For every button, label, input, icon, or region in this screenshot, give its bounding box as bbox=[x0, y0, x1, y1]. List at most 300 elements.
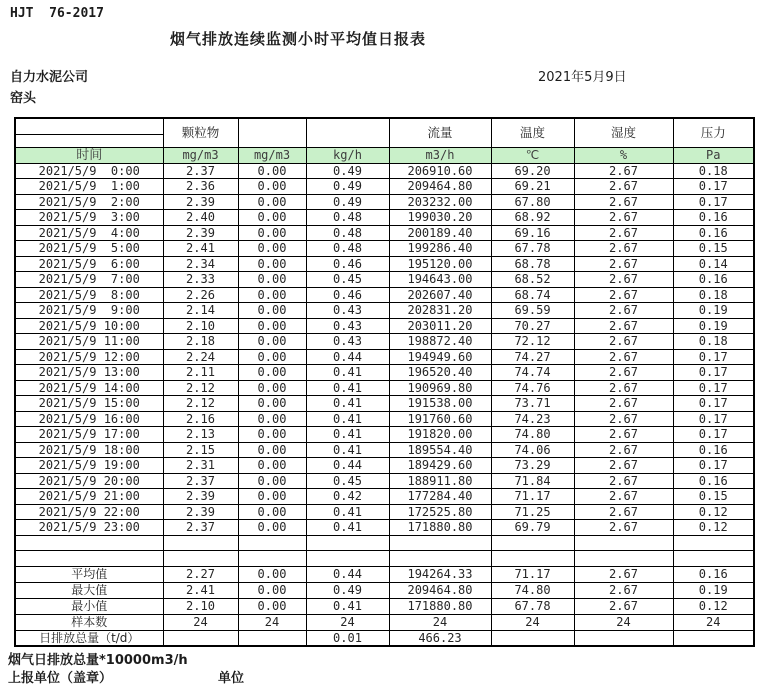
empty-cell bbox=[15, 551, 163, 567]
value-cell: 2.67 bbox=[574, 411, 673, 427]
value-cell: 2.67 bbox=[574, 442, 673, 458]
value-cell: 2.67 bbox=[574, 287, 673, 303]
value-cell: 2.37 bbox=[163, 163, 238, 179]
value-cell: 24 bbox=[163, 614, 238, 630]
table-row bbox=[15, 535, 754, 551]
value-cell: 202607.40 bbox=[389, 287, 491, 303]
table-row bbox=[15, 458, 754, 474]
value-cell: 194643.00 bbox=[389, 272, 491, 288]
table-row bbox=[15, 210, 754, 226]
value-cell: 0.15 bbox=[673, 241, 754, 257]
value-cell: 68.92 bbox=[491, 210, 574, 226]
value-cell: 189429.60 bbox=[389, 458, 491, 474]
value-cell: 0.17 bbox=[673, 194, 754, 210]
value-cell: 0.41 bbox=[306, 411, 389, 427]
value-cell: 74.74 bbox=[491, 365, 574, 381]
value-cell: 0.00 bbox=[238, 318, 306, 334]
value-cell: 0.49 bbox=[306, 179, 389, 195]
time-cell: 2021/5/9 16:00 bbox=[15, 411, 163, 427]
value-cell: 195120.00 bbox=[389, 256, 491, 272]
value-cell bbox=[574, 535, 673, 551]
value-cell: 206910.60 bbox=[389, 163, 491, 179]
time-cell: 2021/5/9 8:00 bbox=[15, 287, 163, 303]
value-cell bbox=[673, 551, 754, 567]
value-cell: 74.76 bbox=[491, 380, 574, 396]
value-cell: 2.31 bbox=[163, 458, 238, 474]
table-row bbox=[15, 442, 754, 458]
value-cell: 2.39 bbox=[163, 489, 238, 505]
value-cell bbox=[306, 535, 389, 551]
value-cell: 0.48 bbox=[306, 241, 389, 257]
col-header-blank-2 bbox=[306, 118, 389, 147]
value-cell: 74.06 bbox=[491, 442, 574, 458]
value-cell: 74.23 bbox=[491, 411, 574, 427]
table-row bbox=[15, 365, 754, 381]
time-cell: 2021/5/9 3:00 bbox=[15, 210, 163, 226]
value-cell: 24 bbox=[389, 614, 491, 630]
value-cell: 2.10 bbox=[163, 318, 238, 334]
value-cell: 0.44 bbox=[306, 349, 389, 365]
value-cell: 0.00 bbox=[238, 256, 306, 272]
value-cell: 0.42 bbox=[306, 489, 389, 505]
value-cell: 191538.00 bbox=[389, 396, 491, 412]
monitoring-table bbox=[14, 117, 755, 647]
unit-cell: Pa bbox=[673, 147, 754, 163]
table-row bbox=[15, 303, 754, 319]
unit-label: 单位 bbox=[218, 671, 245, 686]
value-cell: 2.67 bbox=[574, 520, 673, 536]
value-cell: 0.41 bbox=[306, 396, 389, 412]
value-cell: 0.16 bbox=[673, 473, 754, 489]
time-cell: 2021/5/9 22:00 bbox=[15, 504, 163, 520]
value-cell: 0.00 bbox=[238, 272, 306, 288]
time-cell: 2021/5/9 13:00 bbox=[15, 365, 163, 381]
table-row bbox=[15, 241, 754, 257]
value-cell: 177284.40 bbox=[389, 489, 491, 505]
value-cell: 0.17 bbox=[673, 179, 754, 195]
summary-label-cell: 最小值 bbox=[15, 598, 163, 614]
col-header-humidity: 湿度 bbox=[574, 118, 673, 147]
value-cell: 71.84 bbox=[491, 473, 574, 489]
value-cell: 0.49 bbox=[306, 582, 389, 598]
value-cell: 71.17 bbox=[491, 489, 574, 505]
col-header-blank-1 bbox=[238, 118, 306, 147]
value-cell: 69.79 bbox=[491, 520, 574, 536]
value-cell: 189554.40 bbox=[389, 442, 491, 458]
value-cell: 0.44 bbox=[306, 458, 389, 474]
value-cell: 24 bbox=[673, 614, 754, 630]
table-row bbox=[15, 334, 754, 350]
summary-label-cell: 最大值 bbox=[15, 582, 163, 598]
value-cell: 194949.60 bbox=[389, 349, 491, 365]
company-name: 自力水泥公司 bbox=[10, 70, 89, 85]
value-cell: 2.67 bbox=[574, 365, 673, 381]
footer-line bbox=[0, 667, 762, 685]
table-row bbox=[15, 318, 754, 334]
value-cell: 188911.80 bbox=[389, 473, 491, 489]
value-cell: 2.67 bbox=[574, 210, 673, 226]
value-cell: 2.37 bbox=[163, 473, 238, 489]
value-cell bbox=[491, 535, 574, 551]
table-row bbox=[15, 272, 754, 288]
value-cell: 2.36 bbox=[163, 179, 238, 195]
value-cell: 2.67 bbox=[574, 473, 673, 489]
value-cell: 69.59 bbox=[491, 303, 574, 319]
value-cell: 0.00 bbox=[238, 520, 306, 536]
value-cell: 0.43 bbox=[306, 334, 389, 350]
report-unit-label: 上报单位（盖章） bbox=[8, 671, 113, 686]
value-cell: 2.67 bbox=[574, 272, 673, 288]
value-cell: 0.44 bbox=[306, 566, 389, 582]
header-blank-cell bbox=[15, 134, 163, 147]
table-row bbox=[15, 520, 754, 536]
value-cell bbox=[673, 630, 754, 646]
value-cell: 2.14 bbox=[163, 303, 238, 319]
value-cell: 2.67 bbox=[574, 179, 673, 195]
value-cell: 2.11 bbox=[163, 365, 238, 381]
value-cell: 73.29 bbox=[491, 458, 574, 474]
value-cell: 68.78 bbox=[491, 256, 574, 272]
spacer-rows bbox=[15, 535, 754, 566]
value-cell bbox=[574, 630, 673, 646]
value-cell: 2.67 bbox=[574, 598, 673, 614]
value-cell: 73.71 bbox=[491, 396, 574, 412]
value-cell: 0.41 bbox=[306, 442, 389, 458]
unit-cell: mg/m3 bbox=[238, 147, 306, 163]
standard-code: HJT 76-2017 bbox=[10, 6, 104, 21]
time-cell: 2021/5/9 12:00 bbox=[15, 349, 163, 365]
unit-row bbox=[15, 147, 754, 163]
value-cell: 67.80 bbox=[491, 194, 574, 210]
value-cell: 0.18 bbox=[673, 334, 754, 350]
value-cell: 0.00 bbox=[238, 427, 306, 443]
time-cell: 2021/5/9 0:00 bbox=[15, 163, 163, 179]
monitor-point: 窑头 bbox=[10, 91, 37, 106]
value-cell: 0.00 bbox=[238, 349, 306, 365]
table-row bbox=[15, 598, 754, 614]
value-cell: 2.15 bbox=[163, 442, 238, 458]
value-cell: 74.27 bbox=[491, 349, 574, 365]
value-cell: 0.41 bbox=[306, 427, 389, 443]
value-cell: 0.00 bbox=[238, 442, 306, 458]
value-cell: 24 bbox=[574, 614, 673, 630]
time-cell: 2021/5/9 14:00 bbox=[15, 380, 163, 396]
summary-label-cell: 样本数 bbox=[15, 614, 163, 630]
table-row bbox=[15, 504, 754, 520]
table-row bbox=[15, 551, 754, 567]
value-cell: 0.00 bbox=[238, 473, 306, 489]
col-header-temperature: 温度 bbox=[491, 118, 574, 147]
value-cell: 74.80 bbox=[491, 582, 574, 598]
value-cell: 0.16 bbox=[673, 442, 754, 458]
value-cell: 67.78 bbox=[491, 241, 574, 257]
value-cell: 2.67 bbox=[574, 396, 673, 412]
value-cell: 0.00 bbox=[238, 566, 306, 582]
value-cell: 0.00 bbox=[238, 303, 306, 319]
table-row bbox=[15, 582, 754, 598]
col-header-particulate: 颗粒物 bbox=[163, 118, 238, 147]
value-cell: 0.43 bbox=[306, 318, 389, 334]
time-cell: 2021/5/9 18:00 bbox=[15, 442, 163, 458]
unit-cell: mg/m3 bbox=[163, 147, 238, 163]
value-cell bbox=[389, 535, 491, 551]
value-cell: 2.67 bbox=[574, 256, 673, 272]
value-cell: 196520.40 bbox=[389, 365, 491, 381]
value-cell: 2.67 bbox=[574, 349, 673, 365]
value-cell: 0.18 bbox=[673, 287, 754, 303]
value-cell: 74.80 bbox=[491, 427, 574, 443]
time-column-header: 时间 bbox=[15, 147, 163, 163]
table-row bbox=[15, 614, 754, 630]
value-cell bbox=[389, 551, 491, 567]
value-cell: 69.21 bbox=[491, 179, 574, 195]
value-cell: 171880.80 bbox=[389, 598, 491, 614]
value-cell bbox=[491, 630, 574, 646]
time-cell: 2021/5/9 1:00 bbox=[15, 179, 163, 195]
table-row bbox=[15, 396, 754, 412]
value-cell: 203011.20 bbox=[389, 318, 491, 334]
value-cell: 0.41 bbox=[306, 504, 389, 520]
value-cell: 2.16 bbox=[163, 411, 238, 427]
value-cell: 0.46 bbox=[306, 287, 389, 303]
value-cell: 2.67 bbox=[574, 427, 673, 443]
value-cell: 24 bbox=[306, 614, 389, 630]
value-cell: 2.18 bbox=[163, 334, 238, 350]
value-cell: 0.14 bbox=[673, 256, 754, 272]
value-cell: 24 bbox=[491, 614, 574, 630]
value-cell: 0.00 bbox=[238, 582, 306, 598]
footer-note: 烟气日排放总量*10000m3/h bbox=[8, 653, 188, 668]
value-cell: 0.00 bbox=[238, 598, 306, 614]
time-cell: 2021/5/9 19:00 bbox=[15, 458, 163, 474]
value-cell: 0.17 bbox=[673, 427, 754, 443]
time-cell: 2021/5/9 7:00 bbox=[15, 272, 163, 288]
value-cell: 0.17 bbox=[673, 365, 754, 381]
unit-cell: % bbox=[574, 147, 673, 163]
col-header-flow: 流量 bbox=[389, 118, 491, 147]
value-cell: 71.25 bbox=[491, 504, 574, 520]
value-cell: 0.17 bbox=[673, 411, 754, 427]
value-cell: 190969.80 bbox=[389, 380, 491, 396]
value-cell: 2.67 bbox=[574, 225, 673, 241]
value-cell: 209464.80 bbox=[389, 582, 491, 598]
summary-label-cell: 日排放总量（t/d） bbox=[15, 630, 163, 646]
value-cell: 0.00 bbox=[238, 365, 306, 381]
value-cell bbox=[673, 535, 754, 551]
value-cell: 2.41 bbox=[163, 582, 238, 598]
value-cell: 171880.80 bbox=[389, 520, 491, 536]
unit-cell: ℃ bbox=[491, 147, 574, 163]
time-cell: 2021/5/9 2:00 bbox=[15, 194, 163, 210]
header-blank-cell bbox=[15, 118, 163, 134]
value-cell: 2.67 bbox=[574, 241, 673, 257]
value-cell: 0.48 bbox=[306, 210, 389, 226]
value-cell bbox=[238, 551, 306, 567]
value-cell: 0.12 bbox=[673, 520, 754, 536]
value-cell: 0.12 bbox=[673, 504, 754, 520]
value-cell: 0.46 bbox=[306, 256, 389, 272]
header-row-top bbox=[15, 118, 754, 134]
value-cell: 0.17 bbox=[673, 349, 754, 365]
value-cell: 0.41 bbox=[306, 365, 389, 381]
table-row bbox=[15, 411, 754, 427]
table-row bbox=[15, 179, 754, 195]
value-cell: 0.17 bbox=[673, 458, 754, 474]
value-cell bbox=[491, 551, 574, 567]
value-cell: 2.67 bbox=[574, 380, 673, 396]
value-cell: 0.19 bbox=[673, 303, 754, 319]
value-cell: 2.67 bbox=[574, 489, 673, 505]
time-cell: 2021/5/9 17:00 bbox=[15, 427, 163, 443]
value-cell: 0.41 bbox=[306, 520, 389, 536]
value-cell: 68.74 bbox=[491, 287, 574, 303]
value-cell: 0.00 bbox=[238, 287, 306, 303]
value-cell: 0.01 bbox=[306, 630, 389, 646]
time-cell: 2021/5/9 20:00 bbox=[15, 473, 163, 489]
value-cell: 0.00 bbox=[238, 504, 306, 520]
unit-cell: m3/h bbox=[389, 147, 491, 163]
value-cell: 72.12 bbox=[491, 334, 574, 350]
table-row bbox=[15, 256, 754, 272]
value-cell: 2.26 bbox=[163, 287, 238, 303]
value-cell: 0.41 bbox=[306, 380, 389, 396]
value-cell: 2.67 bbox=[574, 303, 673, 319]
value-cell: 70.27 bbox=[491, 318, 574, 334]
value-cell: 2.67 bbox=[574, 334, 673, 350]
value-cell: 0.00 bbox=[238, 458, 306, 474]
value-cell: 2.67 bbox=[574, 566, 673, 582]
empty-cell bbox=[15, 535, 163, 551]
table-row bbox=[15, 163, 754, 179]
value-cell: 202831.20 bbox=[389, 303, 491, 319]
value-cell: 2.24 bbox=[163, 349, 238, 365]
summary-label-cell: 平均值 bbox=[15, 566, 163, 582]
value-cell bbox=[163, 630, 238, 646]
value-cell: 0.43 bbox=[306, 303, 389, 319]
table-row bbox=[15, 287, 754, 303]
value-cell: 2.67 bbox=[574, 194, 673, 210]
value-cell: 0.00 bbox=[238, 241, 306, 257]
value-cell: 2.67 bbox=[574, 582, 673, 598]
value-cell: 0.19 bbox=[673, 318, 754, 334]
value-cell: 200189.40 bbox=[389, 225, 491, 241]
time-cell: 2021/5/9 10:00 bbox=[15, 318, 163, 334]
report-date: 2021年5月9日 bbox=[538, 70, 627, 85]
value-cell: 2.39 bbox=[163, 194, 238, 210]
value-cell: 0.00 bbox=[238, 225, 306, 241]
value-cell: 0.00 bbox=[238, 163, 306, 179]
value-cell: 0.45 bbox=[306, 272, 389, 288]
value-cell: 2.67 bbox=[574, 458, 673, 474]
value-cell: 2.67 bbox=[574, 163, 673, 179]
value-cell: 0.16 bbox=[673, 272, 754, 288]
value-cell: 0.00 bbox=[238, 396, 306, 412]
value-cell bbox=[163, 535, 238, 551]
value-cell: 0.00 bbox=[238, 179, 306, 195]
unit-cell: kg/h bbox=[306, 147, 389, 163]
value-cell: 2.37 bbox=[163, 520, 238, 536]
value-cell: 194264.33 bbox=[389, 566, 491, 582]
value-cell: 0.18 bbox=[673, 163, 754, 179]
time-cell: 2021/5/9 5:00 bbox=[15, 241, 163, 257]
time-cell: 2021/5/9 15:00 bbox=[15, 396, 163, 412]
summary-rows bbox=[15, 566, 754, 646]
value-cell bbox=[163, 551, 238, 567]
value-cell: 0.15 bbox=[673, 489, 754, 505]
value-cell: 0.12 bbox=[673, 598, 754, 614]
value-cell: 466.23 bbox=[389, 630, 491, 646]
value-cell: 2.41 bbox=[163, 241, 238, 257]
value-cell: 0.16 bbox=[673, 210, 754, 226]
value-cell: 0.00 bbox=[238, 411, 306, 427]
value-cell: 0.16 bbox=[673, 566, 754, 582]
value-cell: 2.12 bbox=[163, 396, 238, 412]
table-row bbox=[15, 473, 754, 489]
value-cell: 2.67 bbox=[574, 318, 673, 334]
value-cell: 0.17 bbox=[673, 396, 754, 412]
value-cell: 0.00 bbox=[238, 334, 306, 350]
value-cell: 191760.60 bbox=[389, 411, 491, 427]
col-header-pressure: 压力 bbox=[673, 118, 754, 147]
value-cell: 209464.80 bbox=[389, 179, 491, 195]
value-cell: 203232.00 bbox=[389, 194, 491, 210]
table-row bbox=[15, 349, 754, 365]
value-cell: 71.17 bbox=[491, 566, 574, 582]
value-cell: 2.67 bbox=[574, 504, 673, 520]
value-cell: 198872.40 bbox=[389, 334, 491, 350]
value-cell: 0.00 bbox=[238, 210, 306, 226]
value-cell: 0.48 bbox=[306, 225, 389, 241]
value-cell: 2.13 bbox=[163, 427, 238, 443]
hourly-rows bbox=[15, 163, 754, 535]
value-cell: 0.16 bbox=[673, 225, 754, 241]
table-row bbox=[15, 427, 754, 443]
value-cell: 0.49 bbox=[306, 194, 389, 210]
value-cell: 2.27 bbox=[163, 566, 238, 582]
table-row bbox=[15, 194, 754, 210]
value-cell: 191820.00 bbox=[389, 427, 491, 443]
time-cell: 2021/5/9 9:00 bbox=[15, 303, 163, 319]
value-cell: 199030.20 bbox=[389, 210, 491, 226]
value-cell: 2.34 bbox=[163, 256, 238, 272]
value-cell: 69.16 bbox=[491, 225, 574, 241]
value-cell: 0.17 bbox=[673, 380, 754, 396]
value-cell: 0.19 bbox=[673, 582, 754, 598]
value-cell bbox=[306, 551, 389, 567]
value-cell: 2.39 bbox=[163, 504, 238, 520]
value-cell bbox=[574, 551, 673, 567]
value-cell bbox=[238, 535, 306, 551]
value-cell: 24 bbox=[238, 614, 306, 630]
value-cell: 2.40 bbox=[163, 210, 238, 226]
value-cell: 2.12 bbox=[163, 380, 238, 396]
table-header-section bbox=[15, 118, 754, 163]
value-cell: 2.33 bbox=[163, 272, 238, 288]
value-cell: 0.00 bbox=[238, 380, 306, 396]
table-row bbox=[15, 380, 754, 396]
value-cell: 69.20 bbox=[491, 163, 574, 179]
table-row bbox=[15, 225, 754, 241]
value-cell bbox=[238, 630, 306, 646]
value-cell: 67.78 bbox=[491, 598, 574, 614]
page-title: 烟气排放连续监测小时平均值日报表 bbox=[170, 30, 427, 48]
value-cell: 199286.40 bbox=[389, 241, 491, 257]
time-cell: 2021/5/9 4:00 bbox=[15, 225, 163, 241]
value-cell: 68.52 bbox=[491, 272, 574, 288]
value-cell: 0.00 bbox=[238, 194, 306, 210]
table-row bbox=[15, 630, 754, 646]
table-row bbox=[15, 566, 754, 582]
